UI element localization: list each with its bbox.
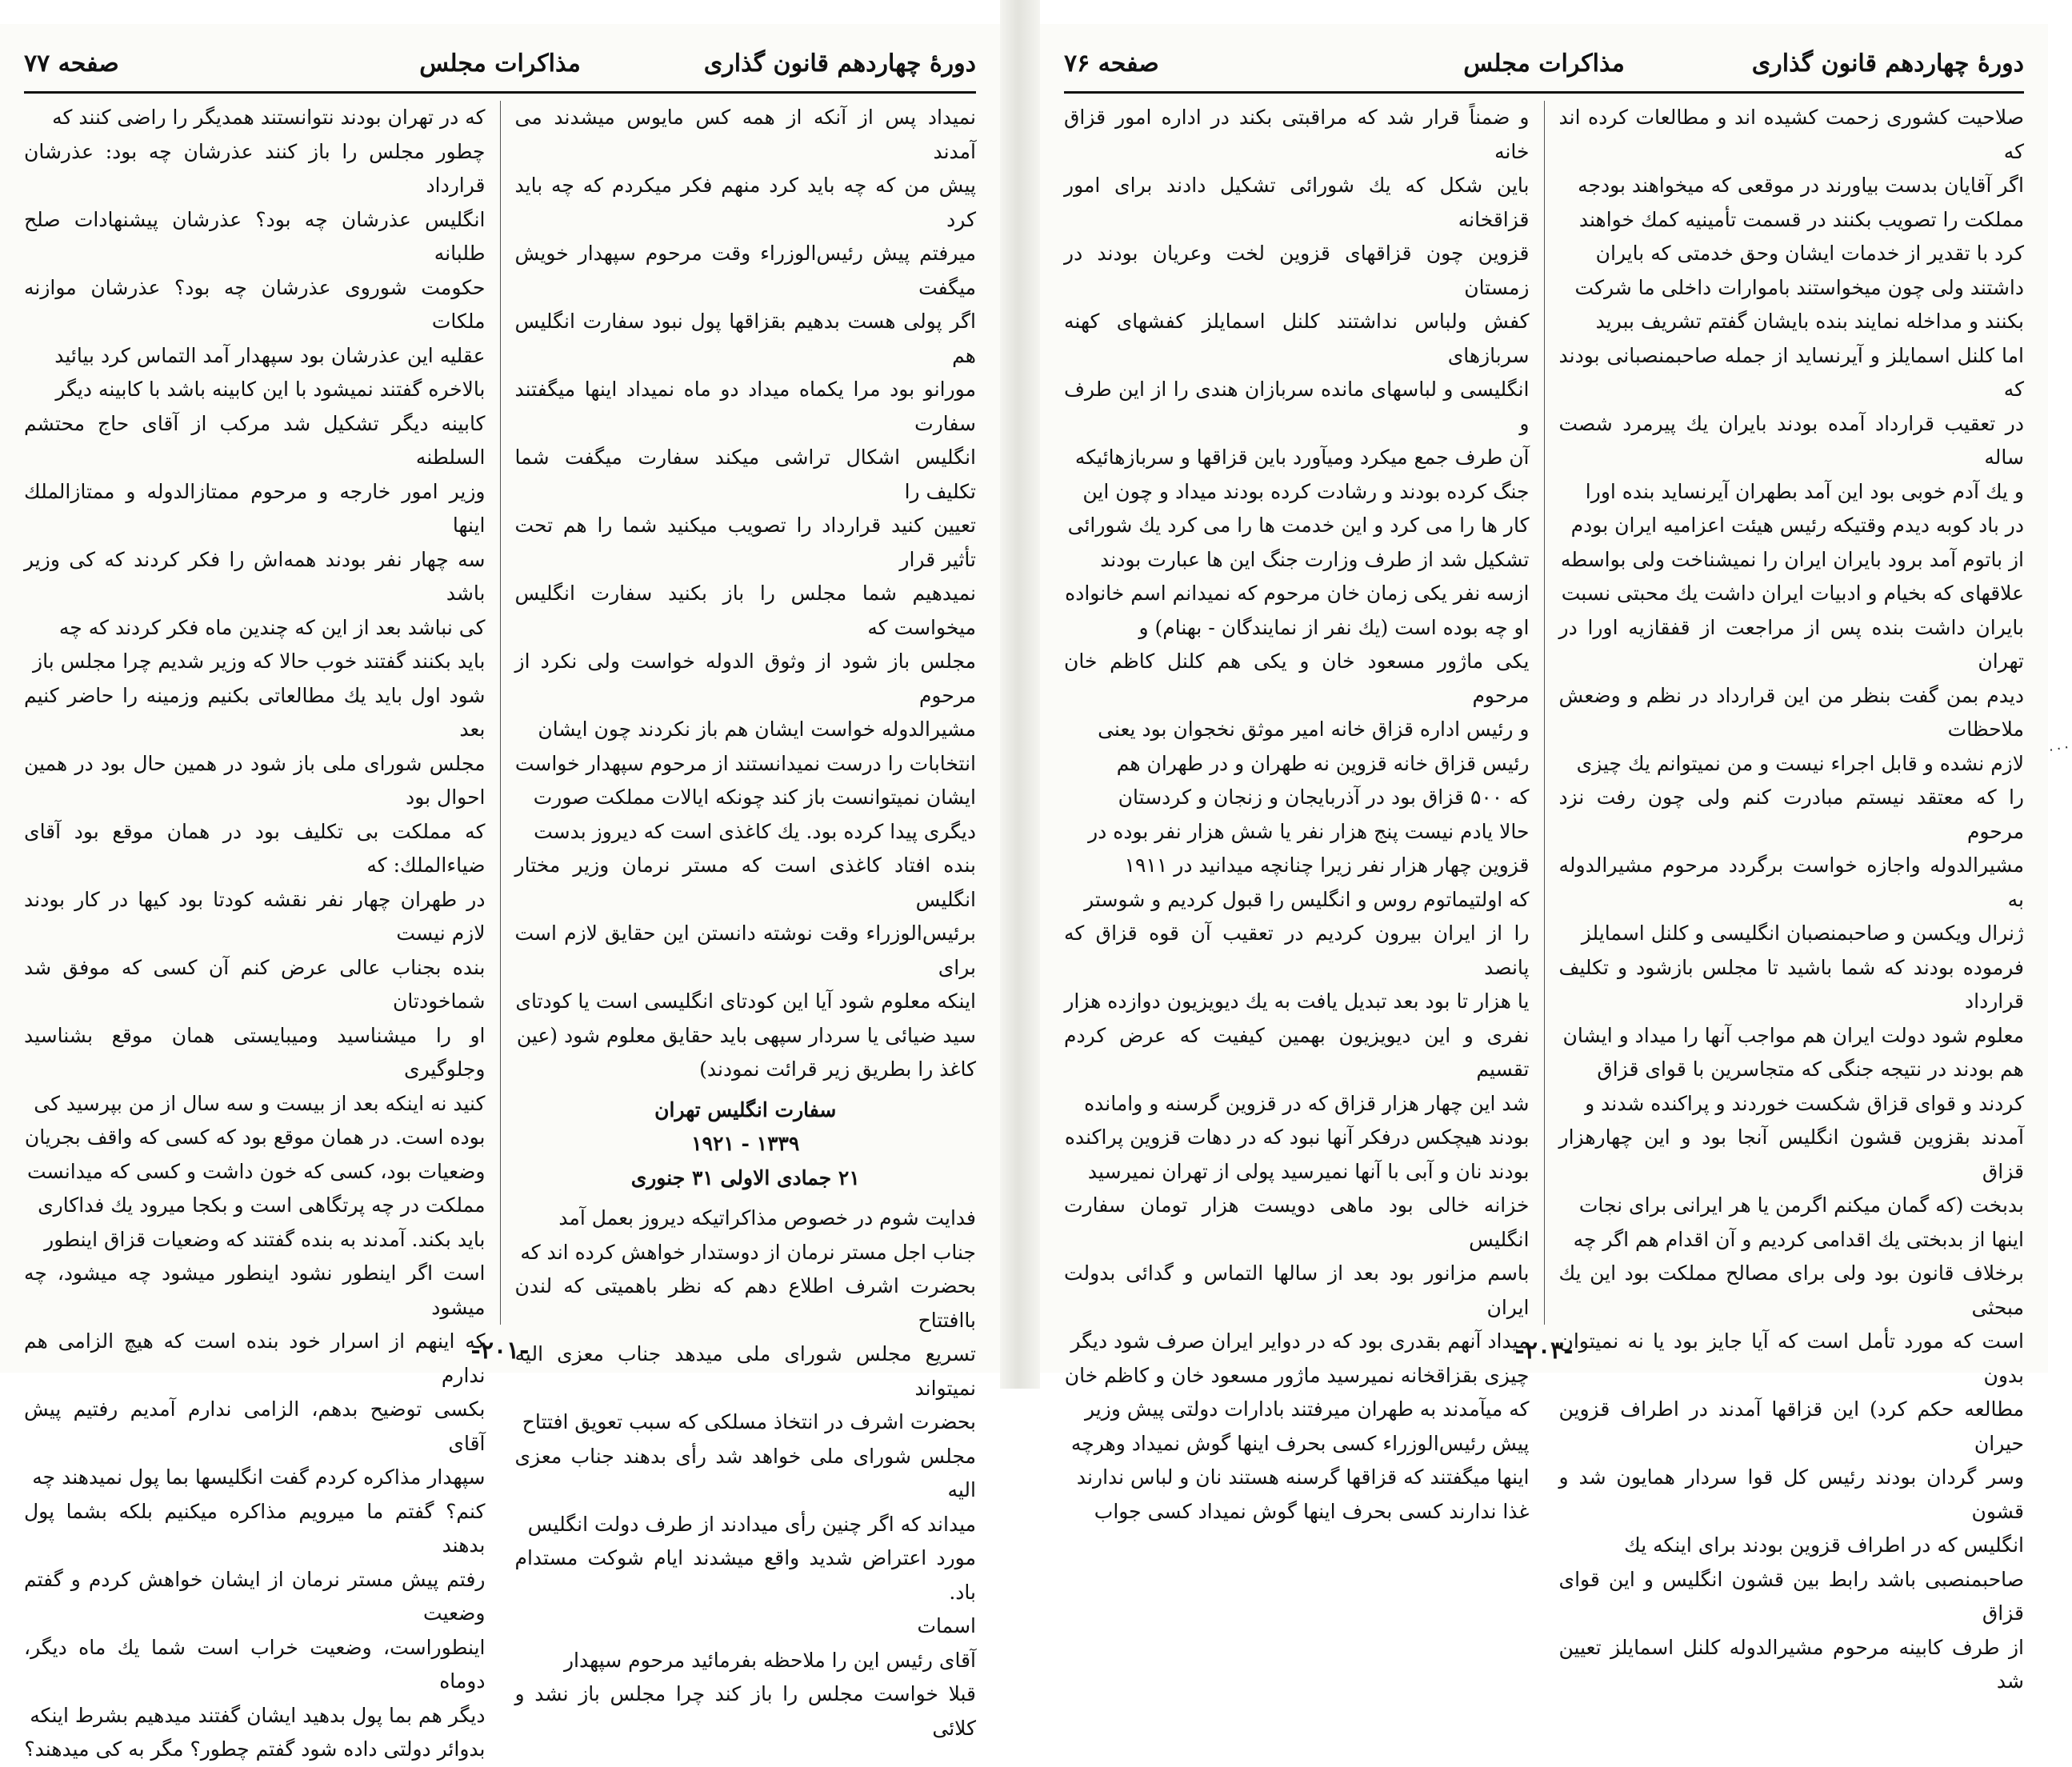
text-line: نمیدهیم شما مجلس را باز بکنید سفارت انگلیس میخواست که <box>514 582 976 639</box>
text-line: دیدم بمن گفت بنظر من این قرارداد در نظم و وضعش ملاحظات <box>1558 683 2024 741</box>
text-line: شود اول باید یك مطالعاتی بکنیم وزمینه را حاضر کنیم بعد <box>24 683 486 741</box>
text-line: باسم مزانور بود بعد از سالها التماس و گدائی بدولت ایران <box>1064 1261 1530 1319</box>
text-line: انگلیس اشکال تراشی میکند سفارت میگفت شما تکلیف را <box>514 446 976 503</box>
text-line: نمیداد پس از آنکه از همه کس مایوس میشدند می آمدند <box>514 106 976 163</box>
text-line: میداند که اگر چنین رأی میدادند از طرف دولت انگلیس <box>527 1512 976 1536</box>
text-line: مشیرالدوله خواست ایشان هم باز نکردند چون ایشان <box>538 718 976 741</box>
text-line: مجلس شورای ملی باز شود در همین حال بود در همین احوال بود <box>24 751 486 809</box>
text-line: صلاحیت کشوری زحمت کشیده اند و مطالعات کرده اند که <box>1558 106 2024 163</box>
text-line: اینطوراست، وضعیت خراب است شما یك ماه دیگر، دوماه <box>24 1635 486 1693</box>
text-line: عقلیه این عذرشان بود سپهدار آمد التماس کرد بیائید <box>54 343 486 367</box>
column-right <box>1558 101 2025 1693</box>
paragraph <box>24 101 486 1767</box>
text-line: ۱۳۳۹ - ۱۹۲۱ <box>691 1132 800 1155</box>
text-line: کی نباشد بعد از این که چندین ماه فکر کردند که چه <box>58 615 486 639</box>
paragraph <box>1064 101 1530 1529</box>
text-line: تشکیل شد از طرف وزارت جنگ این ها عبارت بودند <box>1100 547 1530 571</box>
text-line: غذا ندارند کسی بحرف اینها گوش نمیداد کسی جواب <box>1094 1499 1530 1523</box>
text-line: بودند نان و آبی با آنها نمیرسید پولی از تهران نمیرسید <box>1087 1159 1530 1183</box>
text-line: بودند هیچکس درفکر آنها نبود که در دهات قزوین پراکنده <box>1064 1125 1530 1149</box>
text-line: و ضمناً قرار شد که مراقبتی بکند در اداره امور قزاق خانه <box>1064 106 1530 163</box>
header-session: دورهٔ چهاردهم قانون گذاری <box>703 50 976 78</box>
folio-number: -۲۰۱- <box>470 1337 530 1365</box>
text-line: از طرف کابینه مرحوم مشیرالدوله کلنل اسمایلز تعیین شد <box>1558 1635 2024 1693</box>
text-line: کاغذ را بطریق زیر قرائت نمودند) <box>699 1057 976 1081</box>
text-line: برئیس‌الوزراء وقت نوشته دانستن این حقایق لازم است برای <box>514 921 976 979</box>
text-line: کردند و قوای قزاق شکست خوردند و پراکنده شدند و <box>1585 1091 2024 1115</box>
text-line: لازم نشده و قابل اجراء نیست و من نمیتوانم یك چیزی <box>1576 751 2024 775</box>
text-line: ژنرال ویکسن و صاحبمنصبان انگلیسی و کلنل اسمایلز <box>1581 921 2024 945</box>
text-line: بوده است. در همان موقع بود که کسی که واقف بجریان <box>24 1125 486 1149</box>
text-line: حکومت شوروی عذرشان چه بود؟ عذرشان موازنه ملکات <box>24 275 486 333</box>
text-line: را از ایران بیرون کردیم در تعقیب آن قوه قزاق که پانصد <box>1064 921 1530 979</box>
column-right <box>514 101 977 1740</box>
folio-number: -۲۰۳- <box>1514 1337 1574 1365</box>
running-head-right-page <box>1064 43 2024 94</box>
text-line: مجلس شورای ملی خواهد شد رأی بدهند جناب معزی الیه <box>514 1444 976 1501</box>
text-line: بکسی توضیح بدهم، الزامی ندارم آمدیم رفتیم پیش آقای <box>24 1397 486 1455</box>
text-line: جنگ کرده بودند و رشادت کرده بودند میداد و چون این <box>1082 479 1530 503</box>
text-line: باین شکل که یك شورائی تشکیل دادند برای امور قزاقخانه <box>1064 174 1530 231</box>
paragraph <box>515 101 977 1087</box>
text-line: بدوائر دولتی داده شود گفتم چطور؟ مگر به کی میدهند؟ <box>24 1737 486 1761</box>
text-line: دیگر هم بما پول بدهید ایشان گفتند میدهیم بشرط اینکه <box>30 1703 486 1727</box>
text-line: مورانو بود مرا یکماه میداد دو ماه نمیداد اینها میگفتند سفارت <box>514 378 976 435</box>
left-page <box>0 24 1000 1761</box>
text-line: میرفتم پیش رئیس‌الوزراء وقت مرحوم سپهدار خویش میگفت <box>514 242 976 299</box>
text-line: اگر پولی هست بدهیم بقزاقها پول نبود سفارت انگلیس هم <box>514 310 976 367</box>
text-line: مطالعه حکم کرد) این قزاقها آمدند در اطراف قزوین حیران <box>1558 1397 2024 1455</box>
text-line: نفری و این دیویزیون بهمین کیفیت که عرض کردم تقسیم <box>1064 1023 1530 1081</box>
text-line: ازسه نفر یکی زمان خان مرحوم که نمیدانم اسم خانواده <box>1065 582 1530 605</box>
text-line: کرد با تقدیر از خدمات ایشان وحق خدمتی که بایران <box>1595 242 2024 265</box>
paragraph <box>515 1201 977 1745</box>
text-line: در طهران چهار نفر نقشه کودتا بود کیها در کار بودند لازم نیست <box>24 887 486 945</box>
text-line: بنده افتاد کاغذی است که مستر نرمان وزیر مختار انگلیس <box>514 854 976 911</box>
text-line: کنید نه اینکه بعد از بیست و سه سال از من بپرسید کی <box>34 1091 486 1115</box>
text-line: که مملکت بی تکلیف بود در همان موقع بود آقای ضیاءالملك: که <box>24 819 486 877</box>
text-line: است اگر اینطور نشود اینطور میشود چه میشود، چه میشود <box>24 1261 486 1319</box>
text-line: در تعقیب قرارداد آمده بودند بایران یك پیرمرد شصت ساله <box>1558 411 2024 469</box>
text-line: تسریع مجلس شورای ملی میدهد جناب معزی الیه نمیتواند <box>514 1342 976 1400</box>
text-line: قزوین چون قزاقهای قزوین لخت وعریان بودند در زمستان <box>1064 242 1530 299</box>
text-line: فدایت شوم در خصوص مذاکراتیکه دیروز بعمل آمد <box>558 1206 976 1229</box>
text-line: ۲۱ جمادی الاولی ۳۱ جنوری <box>630 1165 860 1189</box>
header-title: مذاکرات مجلس <box>1463 50 1625 78</box>
column-left <box>24 101 486 1761</box>
text-line: که در تهران بودند نتوانستند همدیگر را راضی کنند که <box>52 106 486 129</box>
header-page-number: صفحه ۷۶ <box>1064 50 1159 78</box>
text-line: اگر آقایان بدست بیاورند در موقعی که میخواهند بودجه <box>1578 174 2024 197</box>
text-line: باید بکنند گفتند خوب حالا که وزیر شدیم چرا مجلس باز <box>33 650 486 673</box>
text-line: پیش رئیس‌الوزراء کسی بحرف اینها گوش نمیداد وهرچه <box>1070 1431 1530 1455</box>
text-line: انگلیسی و لباسهای مانده سربازان هندی را از این طرف و <box>1064 378 1530 435</box>
text-line: آقای رئیس این را ملاحظه بفرمائید مرحوم سپهدار <box>563 1648 976 1672</box>
text-line: یا هزار تا بود بعد تبدیل یافت به یك دیویزیون دوازده هزار <box>1064 989 1530 1013</box>
text-line: بدبخت (که گمان میکنم اگرمن یا هر ایرانی برای نجات <box>1578 1193 2024 1217</box>
text-line: مجلس باز شود از وثوق الدوله خواست ولی نکرد از مرحوم <box>514 650 976 707</box>
header-page-number: صفحه ۷۷ <box>24 50 119 78</box>
text-line: مشیرالدوله واجازه خواست برگردد مرحوم مشیرالدوله به <box>1558 854 2024 911</box>
text-line: رفتم پیش مستر نرمان از ایشان خواهش کردم و گفتم وضعیت <box>24 1567 486 1625</box>
text-line: خزانه خالی بود ماهی دویست هزار تومان سفارت انگلیس <box>1064 1193 1530 1251</box>
text-line: بالاخره گفتند نمیشود با این کابینه باشد با کابینه دیگر <box>55 378 486 401</box>
text-line: حالا یادم نیست پنج هزار نفر یا شش هزار نفر بوده در <box>1088 819 1530 843</box>
text-line: او را میشناسید ومیبایستی همان موقع بشناسید وجلوگیری <box>24 1023 486 1081</box>
text-line: علاقهای که بخیام و ادبیات ایران داشت یك محبتی نسبت <box>1561 582 2024 605</box>
text-line: که اولتیماتوم روس و انگلیس را قبول کردیم و شوستر <box>1084 887 1530 911</box>
text-line: اینکه معلوم شود آیا این کودتای انگلیسی است یا کودتای <box>515 989 976 1013</box>
text-line: آمدند بقزوین قشون انگلیس آنجا بود و این چهارهزار قزاق <box>1558 1125 2024 1183</box>
text-line: بنده بجناب عالی عرض کنم آن کسی که موفق شد شماخودتان <box>24 955 486 1013</box>
text-line: او چه بوده است (یك نفر از نمایندگان - بهنام) و <box>1138 615 1530 639</box>
text-line: برخلاف قانون بود ولی برای مصالح مملکت بود این یك مبحثی <box>1558 1261 2024 1319</box>
column-divider <box>500 101 501 1325</box>
text-line: اینها میگفتند که قزاقها گرسنه هستند نان و لباس ندارند <box>1076 1465 1530 1489</box>
text-line: چیزی بقزاقخانه نمیرسید ماژور مسعود خان و کاظم خان <box>1064 1363 1530 1387</box>
text-line: وزیر امور خارجه و مرحوم ممتازالدوله و ممتازالملك اینها <box>24 479 486 537</box>
book-gutter <box>1000 0 1040 1389</box>
text-line: سپهدار مذاکره کردم گفت انگلیسها بما پول نمیدهند چه <box>32 1465 486 1489</box>
header-title: مذاکرات مجلس <box>419 50 581 78</box>
text-line: وضعیات بود، کسی که خون داشت و کسی که میدانست <box>26 1159 486 1183</box>
text-line: کنم؟ گفتم ما میرویم مذاکره میکنیم بلکه بشما پول بدهند <box>24 1499 486 1557</box>
text-line: سفارت انگلیس تهران <box>654 1097 837 1121</box>
letter-heading <box>515 1093 977 1196</box>
text-line: قزوین چهار هزار نفر زیرا چنانچه میدانید در ۱۹۱۱ <box>1124 854 1530 877</box>
column-divider <box>1544 101 1545 1325</box>
text-line: فرموده بودند که شما باشید تا مجلس بازشود و تکلیف قرارداد <box>1558 955 2024 1013</box>
text-line: جناب اجل مستر نرمان از دوستدار خواهش کرده اند که <box>520 1240 976 1264</box>
text-line: و رئیس اداره قزاق خانه امیر موثق نخجوان بود یعنی <box>1098 718 1530 741</box>
text-line: کفش ولباس نداشتند کلنل اسمایلز کفشهای کهنه سربازهای <box>1064 310 1530 367</box>
text-line: را که معتقد نیستم مبادرت کنم ولی چون رفت نزد مرحوم <box>1558 786 2024 843</box>
paragraph <box>1559 101 2025 1699</box>
text-line: پیش من که چه باید کرد منهم فکر میکردم که چه باید کرد <box>514 174 976 231</box>
text-line: وسر گردان بودند رئیس کل قوا سردار همایون شد و قشون <box>1558 1465 2024 1523</box>
column-left <box>1064 101 1530 1523</box>
text-line: اما کلنل اسمایلز و آیرنساید از جمله صاحبمنصبانی بودند که <box>1558 343 2024 401</box>
text-line: در باد کوبه دیدم وقتیکه رئیس هیئت اعزامیه ایران بودم <box>1570 514 2024 537</box>
right-page <box>1040 24 2072 1693</box>
text-line: قبلا خواست مجلس را باز کند چرا مجلس باز نشد و کلائی <box>514 1682 976 1740</box>
text-line: تعیین کنید قرارداد را تصویب میکنید شما را هم تحت تأثیر قرار <box>514 514 976 571</box>
text-line: صاحبمنصبی باشد رابط بین قشون انگلیس و این قوای قزاق <box>1558 1567 2024 1625</box>
text-line: انگلیس عذرشان چه بود؟ عذرشان پیشنهادات صلح طلبانه <box>24 207 486 265</box>
text-line: انگلیس که در اطراف قزوین بودند برای اینکه یك <box>1624 1533 2024 1557</box>
text-line: از باتوم آمد برود بایران ایران را نمیشناخت ولی بواسطه <box>1560 547 2024 571</box>
text-line: شد این چهار هزار قزاق که در قزوین گرسنه و وامانده <box>1084 1091 1530 1115</box>
text-line: سه چهار نفر بودند همه‌اش را فکر کردند که کی وزیر باشد <box>24 547 486 605</box>
text-line: هم بودند در نتیجه جنگی که متجاسرین با قوای قزاق <box>1597 1057 2024 1081</box>
text-line: چطور مجلس را باز کنند عذرشان چه بود: عذرشان قرارداد <box>24 139 486 197</box>
text-line: سید ضیائی یا سردار سپهی باید حقایق معلوم شود (عین <box>516 1023 976 1047</box>
text-line: انتخابات را درست نمیدانستند از مرحوم سپهدار خواست <box>514 751 976 775</box>
text-line: ایشان نمیتوانست باز کند چونکه ایالات مملکت صورت <box>533 786 976 809</box>
text-line: که ۵۰۰ قزاق بود در آذربایجان و زنجان و کردستان <box>1118 786 1530 809</box>
text-line: بحضرت اشرف اطلاع دهم که نظر باهمیتی که لندن باافتتاح <box>514 1274 976 1332</box>
text-line: باید بکند. آمدند به بنده گفتند که وضعیات قزاق اینطور <box>44 1227 486 1251</box>
text-line: رئیس قزاق خانه قزوین نه طهران و در طهران هم <box>1116 751 1530 775</box>
text-line: کابینه دیگر تشکیل شد مرکب از آقای حاج محتشم السلطنه <box>24 411 486 469</box>
text-line: که اینهم از اسرار خود بنده است که هیچ الزامی هم ندارم <box>24 1329 486 1387</box>
text-line: مملکت در چه پرتگاهی است و بکجا میرود یك فداکاری <box>38 1193 486 1217</box>
text-line: کار ها را می کرد و این خدمت ها را می کرد یك شورائی <box>1067 514 1530 537</box>
text-line: بکنند و مداخله نمایند بنده بایشان گفتم تشریف ببرید <box>1595 310 2024 333</box>
running-head-left-page <box>24 43 976 94</box>
text-line: آن طرف جمع میکرد ومیآورد باین قزاقها و سربازهائیکه <box>1074 446 1530 469</box>
text-line: معلوم شود دولت ایران هم مواجب آنها را میداد و ایشان <box>1562 1023 2024 1047</box>
text-line: دیگری پیدا کرده بود. یك کاغذی است که دیروز بدست <box>534 819 976 843</box>
text-line: مملکت را تصویب بکنند در قسمت تأمینیه کمك خواهند <box>1578 207 2024 231</box>
text-line: داشتند ولی چون میخواستند باموارات داخلی ما شرکت <box>1574 275 2024 299</box>
text-line: که میآمدند به طهران میرفتند بادارات دولتی پیش وزیر <box>1085 1397 1530 1421</box>
text-line: بایران داشت بنده پس از مراجعت از قفقازیه اورا در تهران <box>1558 615 2024 673</box>
text-line: اسمات <box>917 1614 976 1637</box>
text-line: اینها از بدبختی یك اقدامی کردیم و آن اقدام هم اگر چه <box>1573 1227 2024 1251</box>
text-line: مورد اعتراض شدید واقع میشدند ایام شوکت مستدام باد. <box>514 1546 976 1604</box>
text-line: میداد آنهم بقدری بود که در دوایر ایران صرف شود دیگر <box>1070 1329 1530 1353</box>
header-session: دورهٔ چهاردهم قانون گذاری <box>1751 50 2024 78</box>
handwritten-margin-note: ۰۰۰ <box>2046 738 2072 759</box>
text-line: است که مورد تأمل است که آیا جایز بود یا نه نمیتوان بدون <box>1558 1329 2024 1387</box>
text-line: یکی ماژور مسعود خان و یکی هم کلنل کاظم خان مرحوم <box>1064 650 1530 707</box>
text-line: و یك آدم خوبی بود این آمد بطهران آیرنساید بنده اورا <box>1585 479 2024 503</box>
text-line: بحضرت اشرف در انتخاذ مسلکی که سبب تعویق افتتاح <box>522 1410 976 1433</box>
